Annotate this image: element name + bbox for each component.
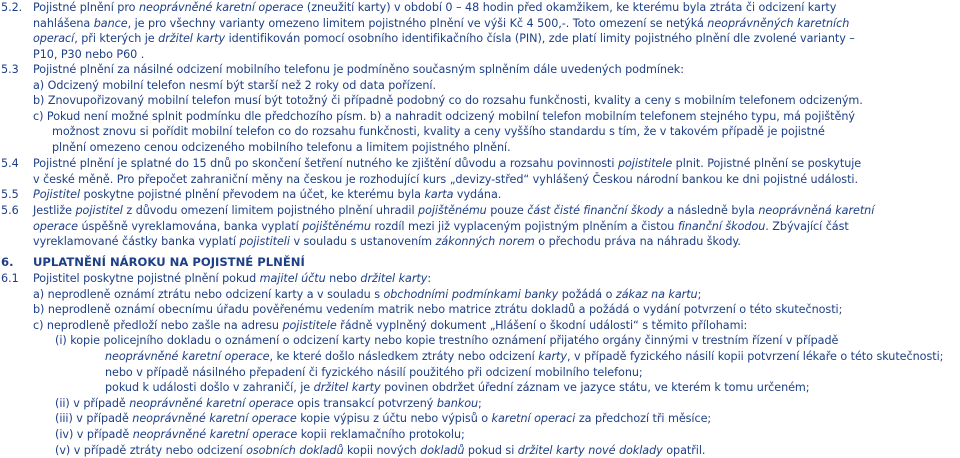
section-number: 5.2. [1, 1, 23, 14]
section-5-2: Pojistné plnění pro neoprávněné karetní operace (zneužití karty) v období 0 – 48 hodin před okamžikem, ke kterému byla ztráta či odcizení karty nahlášena bance, je pro všechny varianty omezeno limitem pojistného plnění ve výši Kč 4 500,-. Toto omezení se netýká neoprávněných karetních operací, při kterých je držitel karty identifikován pomocí osobního identifikačního čísla (PIN), zde platí limity pojistného plnění dle zvolené varianty – P10, P30 nebo P60 . [33, 1, 855, 61]
section-number: 6. [1, 255, 14, 269]
section-5-4: Pojistné plnění je splatné do 15 dnů po skončení šetření nutného ke zjištění důvodu a rozsahu povinnosti pojistitele plnit. Pojistné plnění se poskytuje v české měně. Pro přepočet zahraniční měny na českou je rozhodující kurs „devizy-střed“ vyhlášený Českou národní bankou ke dni pojistné události. [33, 157, 862, 186]
section-5-6: Jestliže pojistitel z důvodu omezení limitem pojistného plnění uhradil pojištěnému pouze část čisté finanční škody a následně byla neoprávněná karetní operace úspěšně vyreklamována, banka vyplatí pojištěnému rozdíl mezi již vyplaceným pojistným plněním a čistou finanční škodou. Zbývající část vyreklamované částky banka vyplatí pojistiteli v souladu s ustanovením zákonných norem o přechodu práva na náhradu škody. [33, 204, 875, 249]
section-number: 5.5 [1, 188, 19, 201]
section-6-1: Pojistitel poskytne pojistné plnění pokud majitel účtu nebo držitel karty: a) neprodleně oznámí ztrátu nebo odcizení karty a v souladu s obchodními podmínkami banky požádá o zákaz na kartu; b) neprodleně oznámí obecnímu úřadu pověřenému vedením matrik nebo matrice ztrátu dokladů a požádá o vydání potvrzení o této skutečnosti; c) neprodleně předloží nebo zašle na adresu pojistitele řádně vyplněný dokument „Hlášení o škodní události“ s těmito přílohami: (i) kopie policejního dokladu o oznámení o odcizení karty nebo kopie trestního oznámení přijatého orgány činnými v trestním řízení v případě neoprávněné karetní operace, ke které došlo následkem ztráty nebo odcizení karty, v případě fyzického násilí kopii potvrzení lékaře o této skutečnosti; nebo v případě násilného přepadení či fyzického násilí použitého při odcizení mobilního telefonu; pokud k události došlo v zahraničí, je držitel karty povinen obdržet úřední záznam ve jazyce státu, ve kterém k tomu určeném; (ii) v případě neoprávněné karetní operace opis transakcí potvrzený bankou; (iii) v případě neoprávněné karetní operace kopie výpisu z účtu nebo výpisů o karetní operaci za předchozí tři měsíce; (iv) v případě neoprávněné karetní operace kopii reklamačního protokolu; (v) v případě ztráty nebo odcizení osobních dokladů kopii nových dokladů pokud si držitel karty nové doklady opatřil. [33, 272, 944, 457]
section-number: 5.4 [1, 157, 19, 170]
section-5-3: Pojistné plnění za násilné odcizení mobilního telefonu je podmíněno současným splněním dále uvedených podmínek: a) Odcizený mobilní telefon nesmí být starší než 2 roky od data pořízení. b) Znovupořizovaný mobilní telefon musí být totožný či případně podobný co do rozsahu funkčnosti, kvality a ceny s mobilním telefonem odcizeným. c) Pokud není možné splnit podmínku dle předchozího písm. b) a nahradit odcizený mobilní telefon mobilním telefonem stejného typu, má pojištěný možnost znovu si pořídit mobilní telefon co do rozsahu funkčnosti, kvality a ceny vyššího standardu s tím, že v takovém případě je pojistné plnění omezeno cenou odcizeného mobilního telefonu a limitem pojistného plnění. [33, 63, 863, 154]
section-number: 5.6 [1, 204, 19, 217]
section-number: 5.3 [1, 63, 19, 76]
section-number: 6.1 [1, 272, 19, 285]
section-5-5: Pojistitel poskytne pojistné plnění převodem na účet, ke kterému byla karta vydána. [33, 188, 502, 201]
section-heading: UPLATNĚNÍ NÁROKU NA POJISTNÉ PLNĚNÍ [33, 255, 305, 269]
